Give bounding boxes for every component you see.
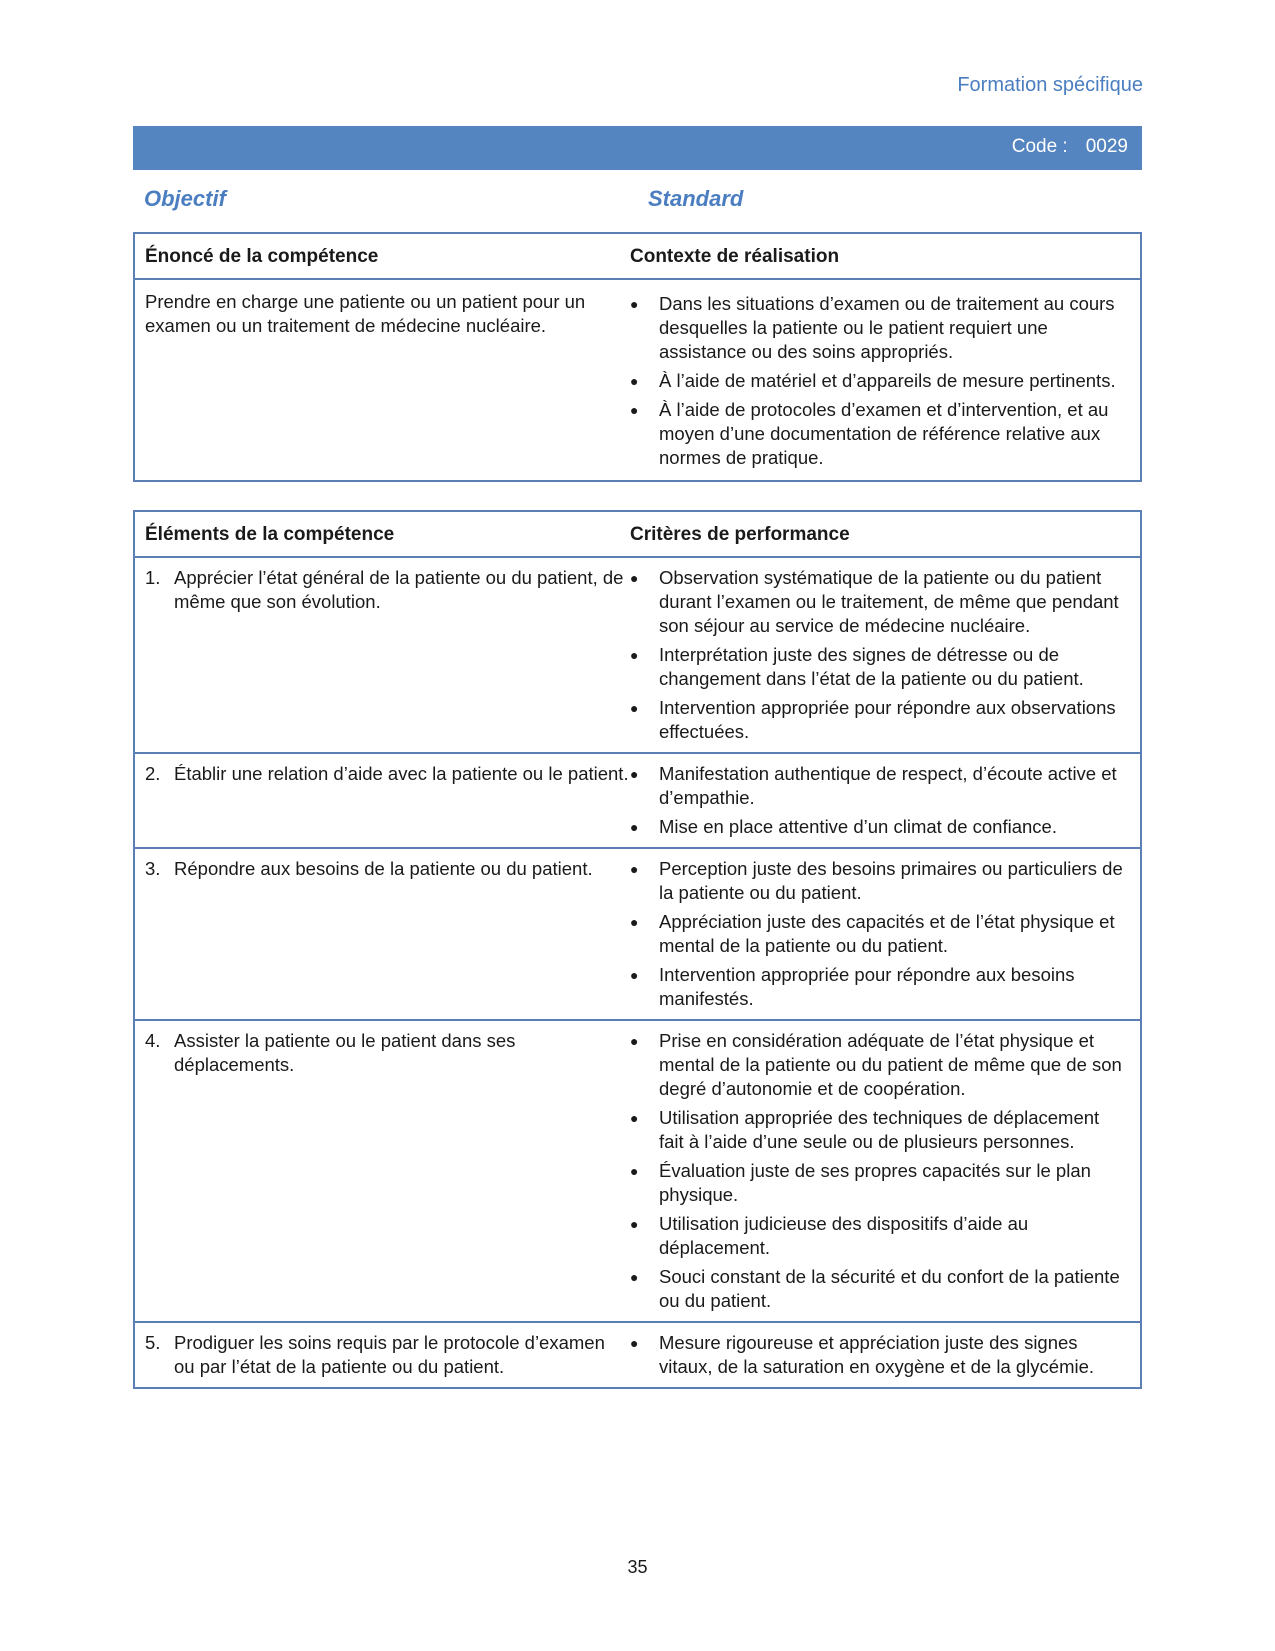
bullet-icon: ● — [630, 766, 639, 782]
bullet-icon: ● — [630, 1269, 639, 1285]
element-cell — [135, 849, 630, 1019]
list-item — [630, 963, 1128, 1011]
objective-title: Objectif — [144, 186, 226, 211]
competency-table — [133, 232, 1142, 482]
bullet-icon: ● — [630, 861, 639, 877]
statement-header: Énoncé de la compétence — [145, 246, 379, 267]
criteria-list — [630, 857, 1128, 1011]
criterion-text: Utilisation appropriée des techniques de déplacement fait à l’aide d’une seule ou de plusieurs personnes. — [659, 1107, 1100, 1152]
element-number: 5. — [145, 1332, 161, 1353]
elements-table — [133, 510, 1142, 1389]
criterion-text: Manifestation authentique de respect, d’écoute active et d’empathie. — [659, 763, 1117, 808]
list-item — [630, 910, 1128, 958]
code-label — [1012, 136, 1128, 158]
criteria-cell — [630, 1021, 1140, 1321]
criterion-text: Mesure rigoureuse et appréciation juste des signes vitaux, de la saturation en oxygène et de la glycémie. — [659, 1332, 1095, 1377]
list-item — [630, 1212, 1128, 1260]
list-item — [630, 762, 1128, 810]
elements-header: Éléments de la compétence — [145, 524, 395, 545]
code-value: 0029 — [1085, 136, 1128, 157]
element-text: Prodiguer les soins requis par le protocole d’examen ou par l’état de la patiente ou du patient. — [174, 1332, 605, 1377]
bullet-icon: ● — [630, 570, 639, 586]
bullet-icon: ● — [630, 647, 639, 663]
element-entry — [145, 857, 630, 881]
element-text: Assister la patiente ou le patient dans ses déplacements. — [174, 1030, 516, 1075]
element-number: 3. — [145, 858, 161, 879]
table-row — [135, 558, 1140, 754]
criterion-text: Mise en place attentive d’un climat de confiance. — [659, 816, 1057, 837]
criteria-cell — [630, 754, 1140, 847]
criteria-cell — [630, 1323, 1140, 1387]
criterion-text: Appréciation juste des capacités et de l’état physique et mental de la patiente ou du patient. — [659, 911, 1115, 956]
competency-header-row — [135, 234, 1140, 280]
context-item-text: À l’aide de matériel et d’appareils de mesure pertinents. — [659, 370, 1116, 391]
context-item-text: À l’aide de protocoles d’examen et d’intervention, et au moyen d’une documentation de référence relative aux normes de pratique. — [659, 399, 1109, 468]
list-item — [630, 643, 1128, 691]
code-bar — [133, 126, 1142, 170]
code-label-text: Code : — [1011, 136, 1068, 157]
competency-statement: Prendre en charge une patiente ou un patient pour un examen ou un traitement de médecine nucléaire. — [145, 291, 586, 336]
element-number: 1. — [145, 567, 161, 588]
context-list — [630, 292, 1128, 470]
list-item — [630, 1029, 1128, 1101]
list-item — [630, 369, 1128, 393]
list-item — [630, 566, 1128, 638]
criterion-text: Intervention appropriée pour répondre aux observations effectuées. — [659, 697, 1116, 742]
table-row — [135, 1021, 1140, 1323]
criterion-text: Intervention appropriée pour répondre aux besoins manifestés. — [659, 964, 1075, 1009]
list-item — [630, 1265, 1128, 1313]
list-item — [630, 1331, 1128, 1379]
page-number: 35 — [627, 1557, 648, 1577]
criterion-text: Observation systématique de la patiente ou du patient durant l’examen ou le traitement, de même que pendant son séjour au service de médecine nucléaire. — [659, 567, 1119, 636]
bullet-icon: ● — [630, 819, 639, 835]
list-item — [630, 398, 1128, 470]
criteria-list — [630, 762, 1128, 839]
list-item — [630, 292, 1128, 364]
criterion-text: Utilisation judicieuse des dispositifs d’aide au déplacement. — [659, 1213, 1029, 1258]
bullet-icon: ● — [630, 700, 639, 716]
list-item — [630, 815, 1128, 839]
criteria-list — [630, 1029, 1128, 1313]
list-item — [630, 696, 1128, 744]
bullet-icon: ● — [630, 1033, 639, 1049]
element-text: Répondre aux besoins de la patiente ou du patient. — [174, 858, 593, 879]
bullet-icon: ● — [630, 914, 639, 930]
list-item — [630, 857, 1128, 905]
element-cell — [135, 1021, 630, 1321]
criterion-text: Évaluation juste de ses propres capacités sur le plan physique. — [659, 1160, 1091, 1205]
criterion-text: Perception juste des besoins primaires ou particuliers de la patiente ou du patient. — [659, 858, 1123, 903]
bullet-icon: ● — [630, 373, 639, 389]
element-entry — [145, 1331, 630, 1379]
criterion-text: Interprétation juste des signes de détresse ou de changement dans l’état de la patiente ou du patient. — [659, 644, 1084, 689]
table-row — [135, 1323, 1140, 1387]
criterion-text: Prise en considération adéquate de l’état physique et mental de la patiente ou du patient de même que de son degré d’autonomie et de coopération. — [659, 1030, 1122, 1099]
element-entry — [145, 1029, 630, 1077]
element-entry — [145, 762, 630, 786]
element-cell — [135, 754, 630, 847]
element-number: 2. — [145, 763, 161, 784]
criteria-cell — [630, 558, 1140, 752]
elements-header-row — [135, 512, 1140, 558]
document-header-label: Formation spécifique — [957, 74, 1143, 96]
bullet-icon: ● — [630, 1335, 639, 1351]
bullet-icon: ● — [630, 296, 639, 312]
element-text: Établir une relation d’aide avec la patiente ou le patient. — [174, 763, 629, 784]
element-number: 4. — [145, 1030, 161, 1051]
bullet-icon: ● — [630, 1216, 639, 1232]
bullet-icon: ● — [630, 967, 639, 983]
criteria-list — [630, 1331, 1128, 1379]
competency-body-row — [135, 280, 1140, 480]
bullet-icon: ● — [630, 402, 639, 418]
element-text: Apprécier l’état général de la patiente ou du patient, de même que son évolution. — [174, 567, 624, 612]
table-row — [135, 754, 1140, 849]
bullet-icon: ● — [630, 1163, 639, 1179]
element-cell — [135, 558, 630, 752]
table-row — [135, 849, 1140, 1021]
criteria-list — [630, 566, 1128, 744]
criteria-cell — [630, 849, 1140, 1019]
criterion-text: Souci constant de la sécurité et du confort de la patiente ou du patient. — [659, 1266, 1120, 1311]
context-list-cell — [630, 280, 1140, 480]
element-cell — [135, 1323, 630, 1387]
list-item — [630, 1106, 1128, 1154]
bullet-icon: ● — [630, 1110, 639, 1126]
context-header: Contexte de réalisation — [630, 246, 840, 267]
element-entry — [145, 566, 630, 614]
context-item-text: Dans les situations d’examen ou de traitement au cours desquelles la patiente ou le patient requiert une assistance ou des soins appropriés. — [659, 293, 1115, 362]
standard-title: Standard — [648, 186, 744, 211]
criteria-header: Critères de performance — [630, 524, 850, 545]
list-item — [630, 1159, 1128, 1207]
